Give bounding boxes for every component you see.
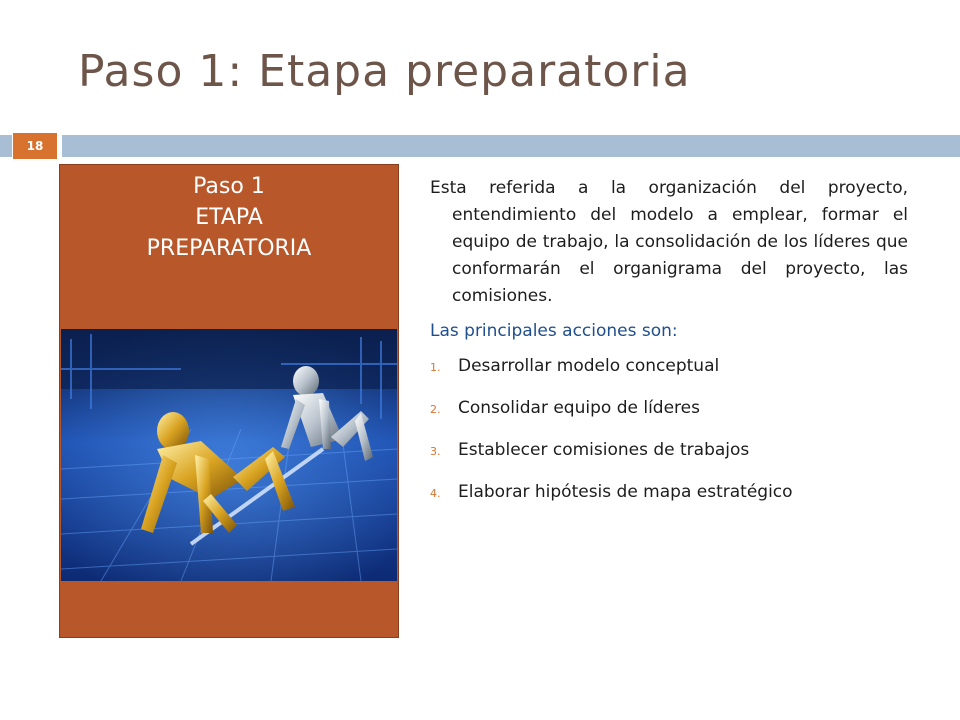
header-band xyxy=(62,135,960,157)
list-item xyxy=(430,395,908,423)
list-item-label: Elaborar hipótesis de mapa estratégico xyxy=(458,482,793,502)
list-item-label: Desarrollar modelo conceptual xyxy=(458,356,720,376)
list-item xyxy=(430,353,908,381)
header-band-left xyxy=(0,135,12,157)
step-card-line-2: ETAPA xyxy=(195,205,263,230)
list-item-number: 1. xyxy=(430,361,441,374)
robots-photo xyxy=(61,329,397,581)
step-card-title xyxy=(60,171,398,264)
content-area xyxy=(430,175,908,521)
list-item xyxy=(430,479,908,507)
list-item-number: 4. xyxy=(430,487,441,500)
step-card xyxy=(59,164,399,638)
list-item-number: 3. xyxy=(430,445,441,458)
actions-list xyxy=(430,353,908,507)
list-item xyxy=(430,437,908,465)
description-paragraph: Esta referida a la organización del proyecto, entendimiento del modelo a emplear, formar el equipo de trabajo, la consolidación de los líderes que conformarán el organigrama del proyecto, las comisiones. xyxy=(430,178,908,306)
list-item-number: 2. xyxy=(430,403,441,416)
page-number-badge: 18 xyxy=(13,133,57,159)
list-item-label: Establecer comisiones de trabajos xyxy=(458,440,750,460)
step-card-line-3: PREPARATORIA xyxy=(146,236,312,261)
step-card-line-1: Paso 1 xyxy=(193,174,265,199)
slide-title: Paso 1: Etapa preparatoria xyxy=(78,46,691,97)
list-item-label: Consolidar equipo de líderes xyxy=(458,398,700,418)
actions-intro: Las principales acciones son: xyxy=(430,321,678,341)
